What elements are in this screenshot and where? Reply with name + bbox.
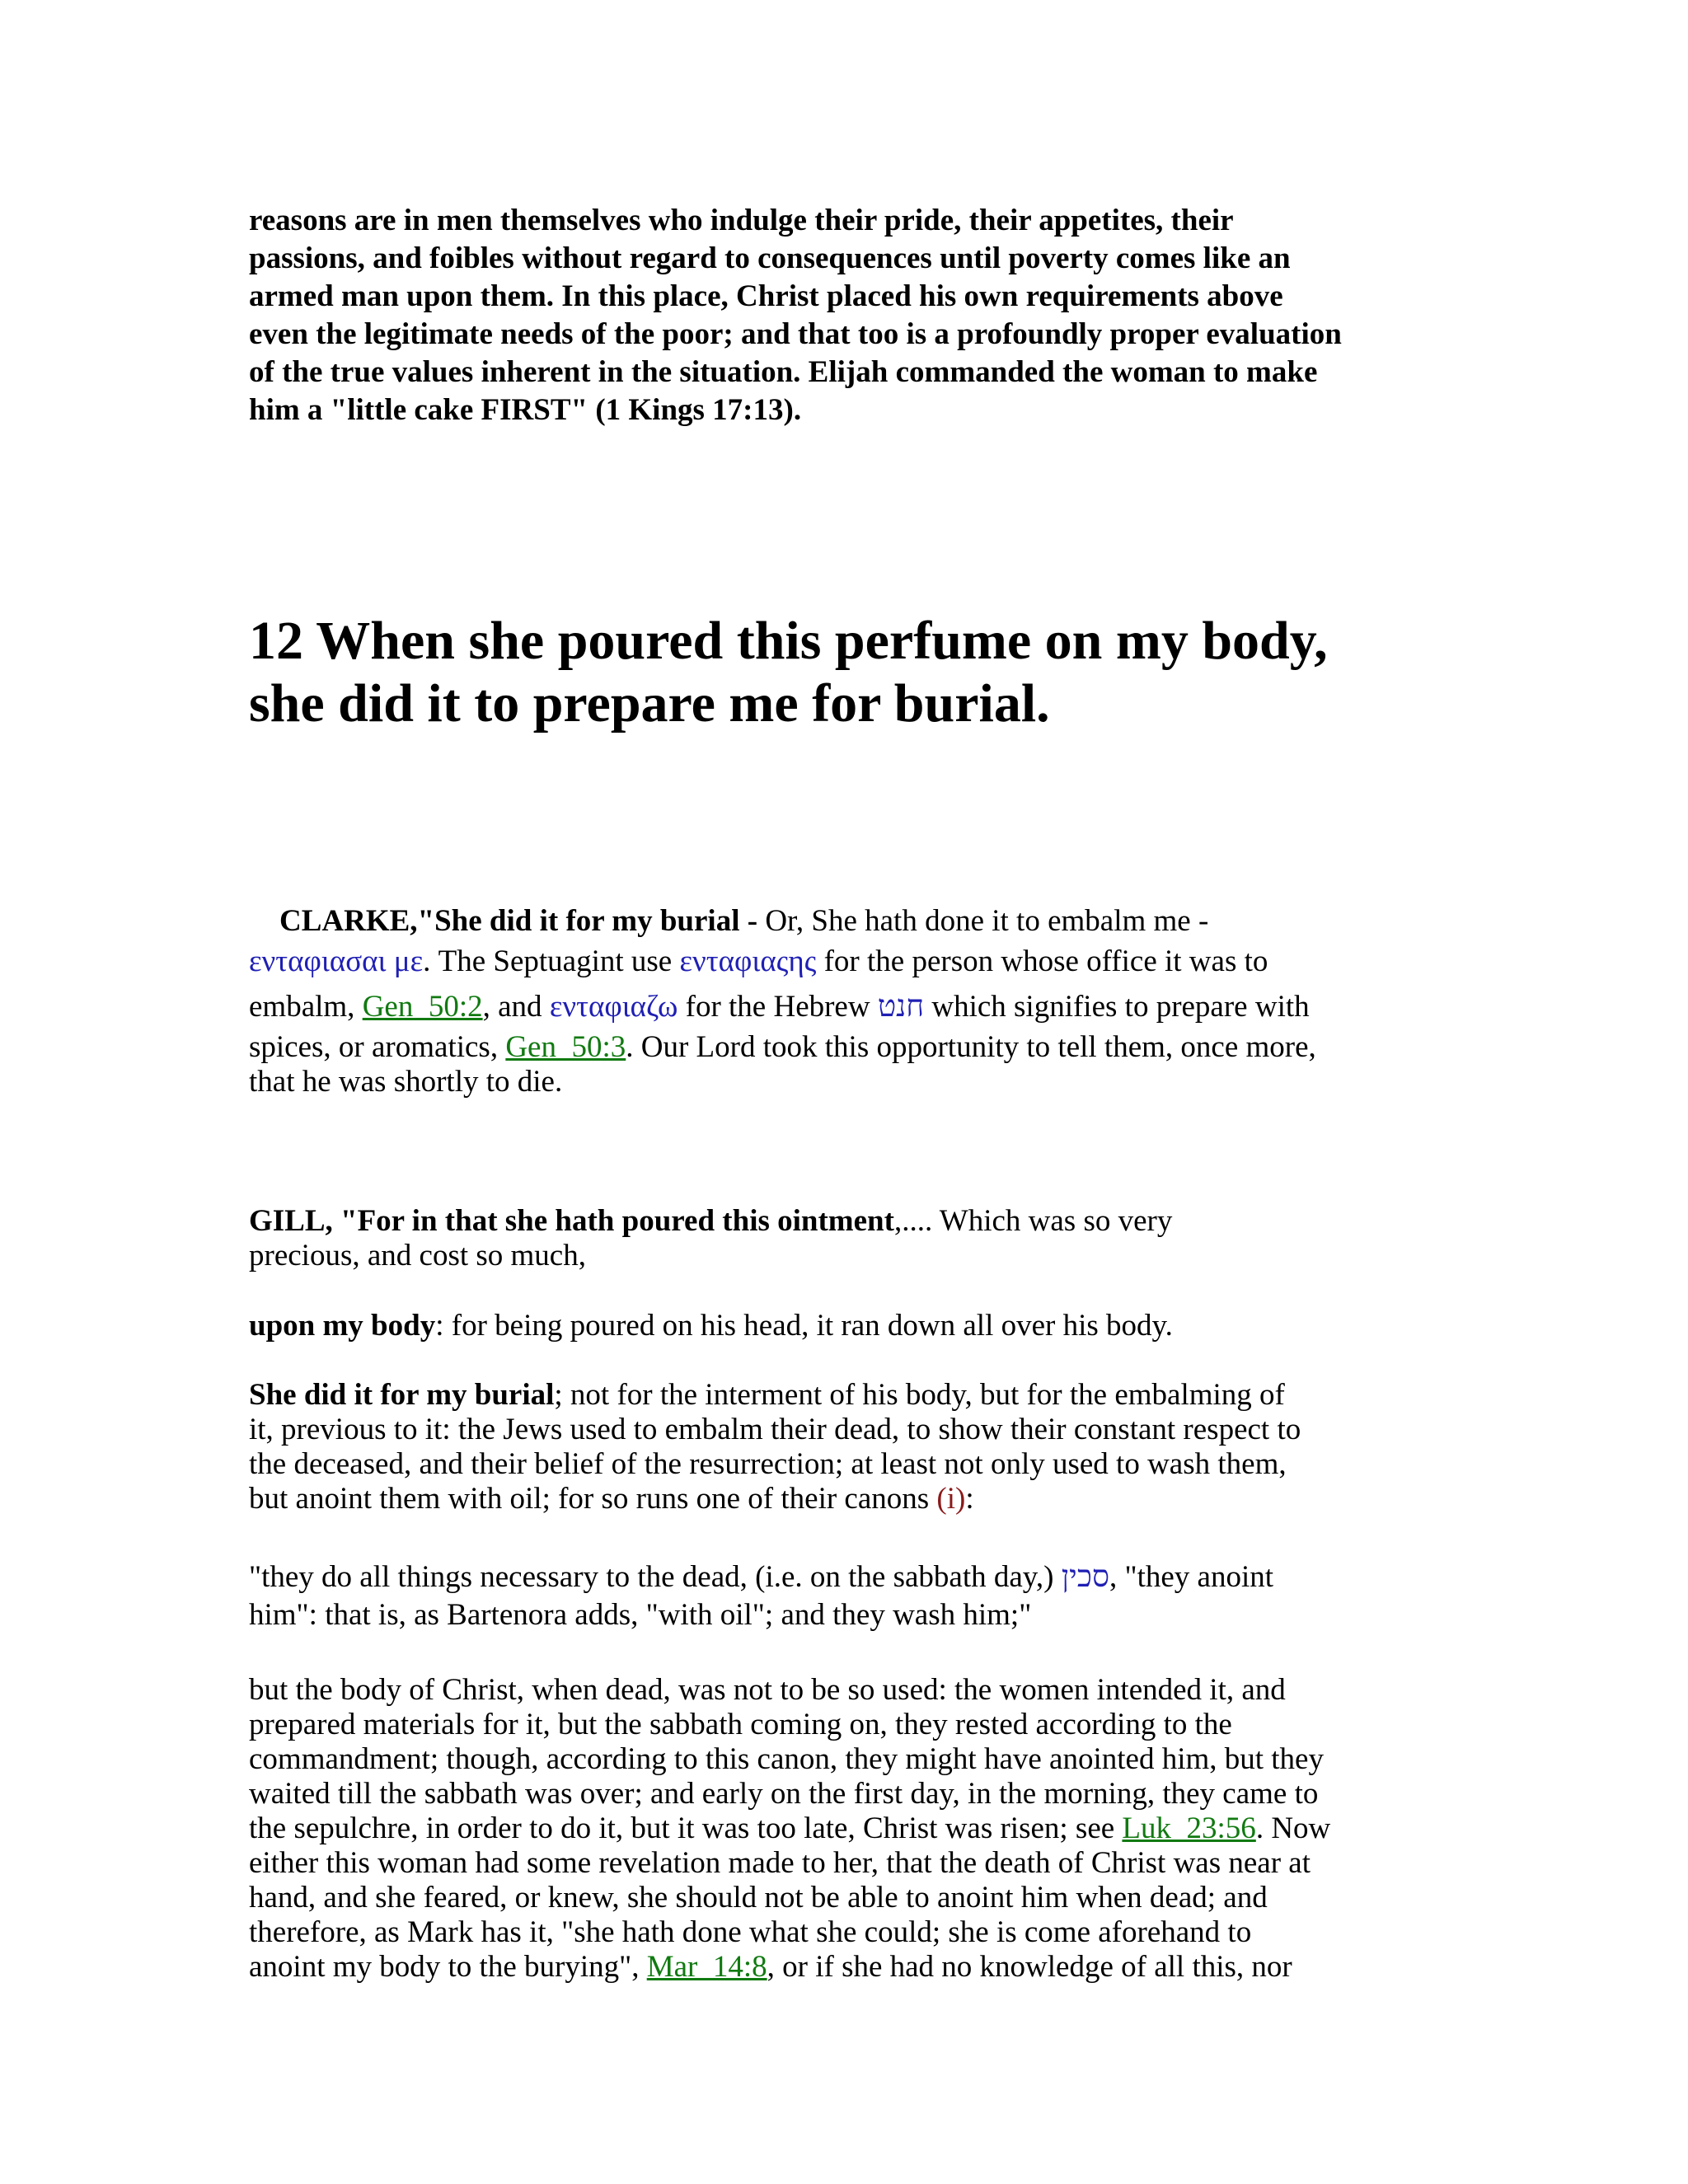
text-line: "they do all things necessary to the dead, (i.e. on the sabbath day,) סכין, "they anoint [249,1560,1274,1594]
gill-commentary-p3 [249,1378,1452,1516]
text-line: waited till the sabbath was over; and early on the first day, in the morning, they came to [249,1777,1319,1811]
text-line: armed man upon them. In this place, Christ placed his own requirements above [249,279,1283,313]
hebrew-word: חנט [877,990,925,1024]
text-line: commandment; though, according to this canon, they might have anointed him, but they [249,1742,1324,1776]
text-line: but anoint them with oil; for so runs one of their canons (i): [249,1482,974,1516]
verse-heading-line: 12 When she poured this perfume on my body, [249,611,1328,671]
intro-paragraph [249,202,1452,429]
scripture-link[interactable]: Luk_23:56 [1122,1811,1256,1845]
text-line: it, previous to it: the Jews used to embalm their dead, to show their constant respect to [249,1413,1301,1446]
text-line: prepared materials for it, but the sabbath coming on, they rested according to the [249,1708,1232,1741]
greek-word: ενταφιασαι με [249,944,424,978]
text-line: GILL, "For in that she hath poured this ointment,.... Which was so very [249,1204,1173,1238]
text-line: hand, and she feared, or knew, she should not be able to anoint him when dead; and [249,1881,1268,1915]
text-line: spices, or aromatics, Gen_50:3. Our Lord took this opportunity to tell them, once more, [249,1030,1316,1064]
hebrew-word: סכין [1061,1560,1109,1594]
text-line: either this woman had some revelation made to her, that the death of Christ was near at [249,1846,1311,1880]
text-line: reasons are in men themselves who indulge their pride, their appetites, their [249,204,1234,237]
verse-heading [249,610,1452,735]
text-line: even the legitimate needs of the poor; and that too is a profoundly proper evaluation [249,317,1342,351]
text-line: She did it for my burial; not for the interment of his body, but for the embalming of [249,1378,1285,1412]
scripture-link[interactable]: Mar_14:8 [646,1950,767,1984]
text-line: CLARKE,"She did it for my burial - Or, She hath done it to embalm me - [279,904,1209,938]
text-line: but the body of Christ, when dead, was not to be so used: the women intended it, and [249,1673,1286,1707]
gill-commentary-p2 [249,1309,1452,1343]
gill-commentary-p5 [249,1673,1452,1985]
scripture-link[interactable]: Gen_50:3 [505,1030,626,1064]
verse-heading-line: she did it to prepare me for burial. [249,673,1050,733]
text-line: anoint my body to the burying", Mar_14:8, or if she had no knowledge of all this, nor [249,1950,1292,1984]
text-line: of the true values inherent in the situation. Elijah commanded the woman to make [249,355,1318,389]
text-line: him": that is, as Bartenora adds, "with oil"; and they wash him;" [249,1598,1032,1632]
text-line: upon my body: for being poured on his head, it ran down all over his body. [249,1309,1173,1343]
text-line: embalm, Gen_50:2, and ενταφιαζω for the Hebrew חנט which signifies to prepare with [249,990,1310,1024]
text-line: passions, and foibles without regard to consequences until poverty comes like an [249,241,1291,275]
greek-word: ενταφιαζω [549,990,678,1024]
commentary-label: CLARKE,"She did it for my burial - [279,904,766,938]
scripture-link[interactable]: Gen_50:2 [362,990,483,1024]
text-line: that he was shortly to die. [249,1065,563,1099]
text-line: therefore, as Mark has it, "she hath done what she could; she is come aforehand to [249,1915,1252,1949]
gill-commentary-p4 [249,1557,1452,1633]
commentary-label: GILL, "For in that she hath poured this ointment [249,1204,894,1238]
text-line: the sepulchre, in order to do it, but it was too late, Christ was risen; see Luk_23:56. Now [249,1811,1331,1845]
clarke-commentary [249,904,1452,1099]
gill-commentary-p1 [249,1204,1452,1273]
greek-word: ενταφιαςης [679,944,817,978]
footnote-link[interactable]: (i) [936,1482,966,1516]
text-line: him a "little cake FIRST" (1 Kings 17:13). [249,393,802,427]
text-line: the deceased, and their belief of the resurrection; at least not only used to wash them, [249,1447,1287,1481]
text-line: precious, and cost so much, [249,1239,586,1272]
text-line: ενταφιασαι με. The Septuagint use ενταφιαςης for the person whose office it was to [249,944,1268,978]
